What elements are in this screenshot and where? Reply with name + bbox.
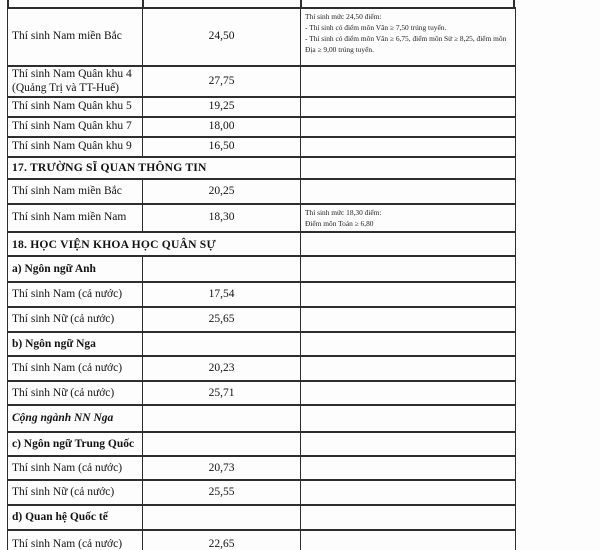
table-row [8,137,516,157]
note-line: Thí sinh mức 18,30 điểm: [305,208,382,218]
score-cell: 22,65 [143,530,301,550]
note-cell [301,432,516,456]
table-row [8,530,516,550]
note-cell [301,456,516,480]
candidate-type-cell: Thí sinh Nam (cả nước) [8,282,143,307]
candidate-type-cell: Thí sinh Nam (cả nước) [8,456,143,480]
subheader-row [8,256,516,282]
label-line: Thí sinh Nam Quân khu 4 [12,68,132,80]
score-cell: 20,23 [143,356,301,381]
candidate-type-cell: Thí sinh Nữ (cả nước) [8,381,143,405]
candidate-type-cell: Thí sinh Nữ (cả nước) [8,480,143,505]
candidate-type-cell [8,66,143,97]
note-cell [301,480,516,505]
candidate-type-cell: Thí sinh Nam Quân khu 7 [8,117,143,137]
note-cell [301,530,516,550]
note-cell [301,204,516,232]
score-cell: 25,65 [143,307,301,332]
score-cell: 18,00 [143,117,301,137]
table-row [8,456,516,480]
table-row [8,381,516,405]
score-cell: 19,25 [143,97,301,117]
subheader-row [8,405,516,432]
section-title: 17. TRƯỜNG SĨ QUAN THÔNG TIN [8,157,301,179]
note-cell [301,117,516,137]
table-row [8,8,516,66]
note-cell [301,8,516,66]
candidate-type-cell: Thí sinh Nam (cả nước) [8,530,143,550]
candidate-type-cell: Thí sinh Nam Quân khu 9 [8,137,143,157]
table-row [8,66,516,97]
candidate-type-cell: Thí sinh Nữ (cả nước) [8,307,143,332]
score-cell [143,405,301,432]
note-cell [301,157,516,179]
candidate-type-cell: Thí sinh Nam miền Nam [8,204,143,232]
candidate-type-cell: Thí sinh Nam miền Bắc [8,179,143,204]
note-cell [301,505,516,530]
note-cell [301,97,516,117]
section-row [8,157,516,179]
score-cell: 20,73 [143,456,301,480]
table-row [8,204,516,232]
score-cell: 25,55 [143,480,301,505]
score-cell: 17,54 [143,282,301,307]
score-cell [143,332,301,356]
subheader-row [8,432,516,456]
score-cell: 25,71 [143,381,301,405]
major-title: a) Ngôn ngữ Anh [8,256,143,282]
major-title: b) Ngôn ngữ Nga [8,332,143,356]
major-title: c) Ngôn ngữ Trung Quốc [8,432,143,456]
note-cell [301,137,516,157]
candidate-type-cell: Thí sinh Nam miền Bắc [8,8,143,66]
label-line: (Quảng Trị và TT-Huế) [12,81,120,94]
table-row [8,480,516,505]
major-total-title: Cộng ngành NN Nga [8,405,143,432]
note-line: Điểm môn Toán ≥ 6,80 [305,219,374,229]
score-cell: 18,30 [143,204,301,232]
note-cell [301,66,516,97]
note-cell [301,405,516,432]
table-row [8,282,516,307]
score-cell: 16,50 [143,137,301,157]
subheader-row [8,332,516,356]
table-row [8,117,516,137]
note-cell [301,356,516,381]
candidate-type-cell: Thí sinh Nam Quân khu 5 [8,97,143,117]
score-cell: 20,25 [143,179,301,204]
major-title: d) Quan hệ Quốc tế [8,505,143,530]
note-cell [301,256,516,282]
note-cell [301,232,516,256]
table-row [8,307,516,332]
candidate-type-cell: Thí sinh Nam (cả nước) [8,356,143,381]
note-cell [301,179,516,204]
admission-score-table [7,7,516,550]
score-cell: 24,50 [143,8,301,66]
note-cell [301,307,516,332]
note-cell [301,282,516,307]
score-cell: 27,75 [143,66,301,97]
note-line: Thí sinh mức 24,50 điểm: [305,12,382,21]
table-row [8,179,516,204]
table-row [8,97,516,117]
note-cell [301,332,516,356]
section-title: 18. HỌC VIỆN KHOA HỌC QUÂN SỰ [8,232,301,256]
subheader-row [8,505,516,530]
note-line: - Thí sinh có điểm môn Văn ≥ 6,75, điểm môn Sử ≥ 8,25, điểm môn Địa ≥ 9,00 trúng tuyển. [305,34,507,55]
note-cell [301,381,516,405]
score-cell [143,505,301,530]
score-cell [143,432,301,456]
table-row [8,356,516,381]
section-row [8,232,516,256]
score-cell [143,256,301,282]
note-line: - Thí sinh có điểm môn Văn ≥ 7,50 trúng tuyển. [305,23,447,33]
